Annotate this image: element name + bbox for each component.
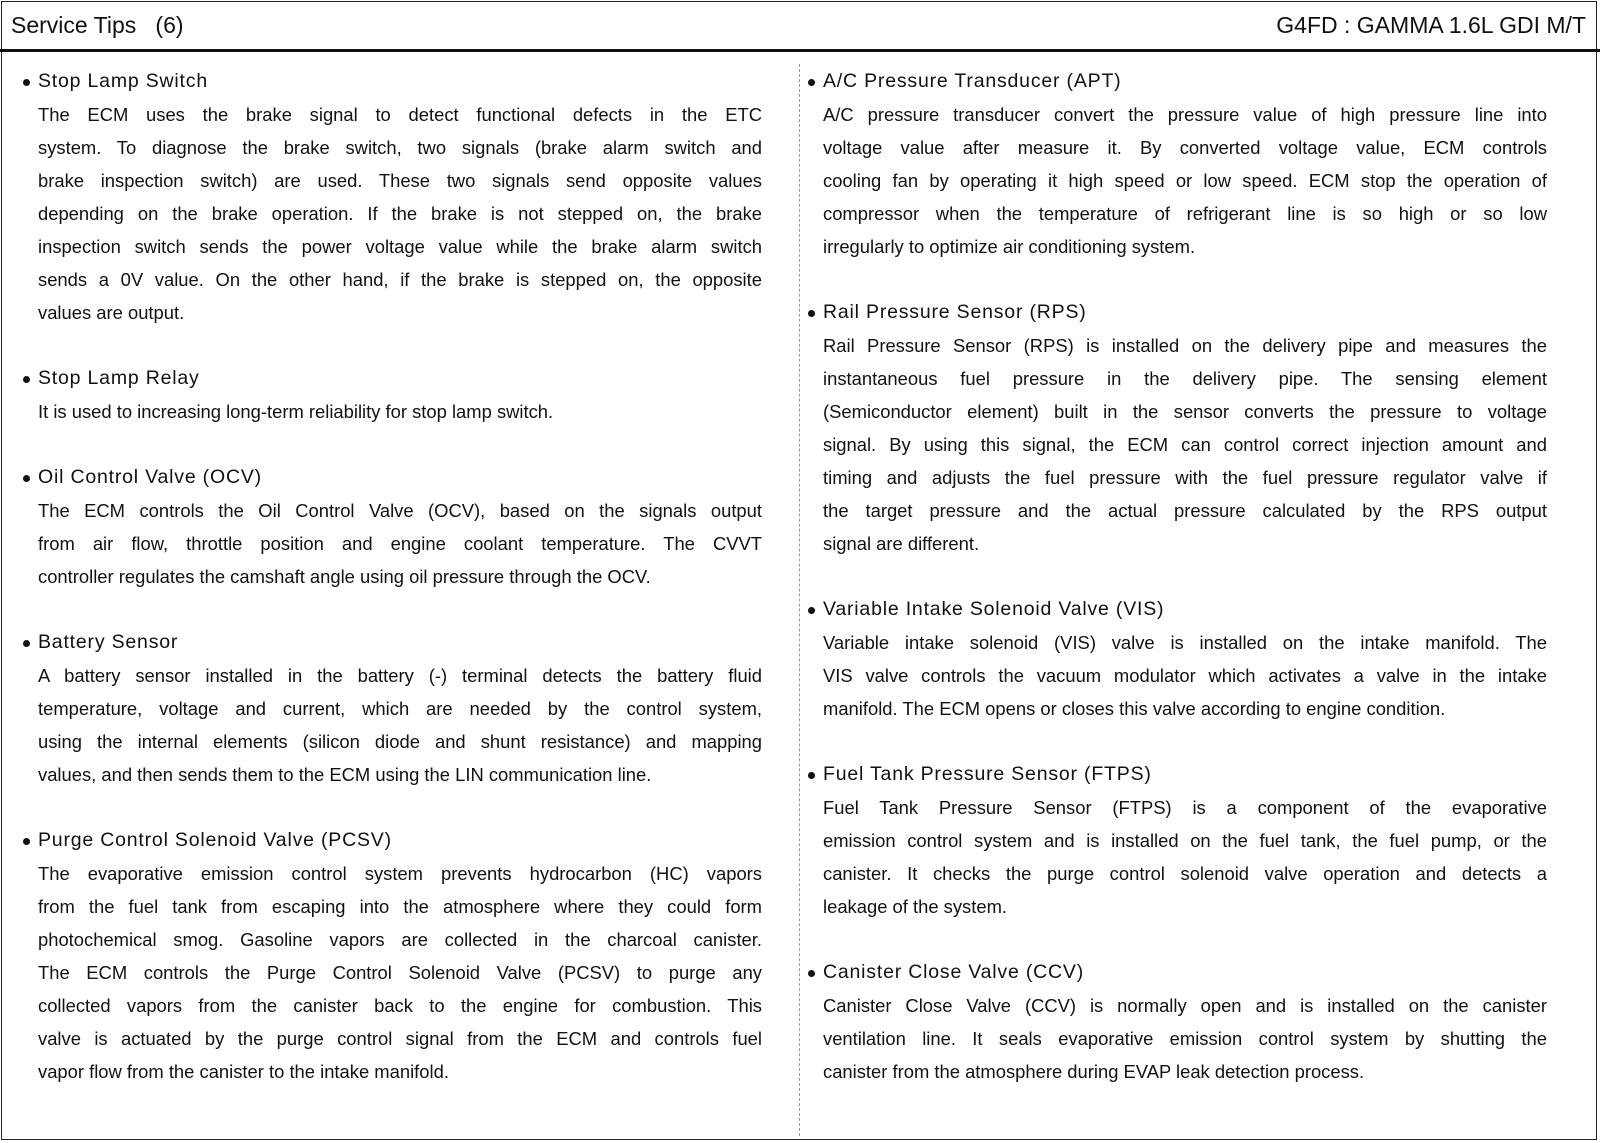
tip-heading bbox=[823, 65, 1547, 98]
tip-body-line: The ECM uses the brake signal to detect functional defects in the ETC bbox=[38, 104, 762, 125]
tip-body-line: the target pressure and the actual pressure calculated by the RPS output bbox=[823, 500, 1547, 521]
left-column bbox=[38, 65, 762, 1121]
tip-body-line: Rail Pressure Sensor (RPS) is installed on the delivery pipe and measures the bbox=[823, 335, 1547, 356]
tip-body-line: from the fuel tank from escaping into the atmosphere where they could form bbox=[38, 896, 762, 917]
column-divider bbox=[799, 64, 800, 1136]
bullet-icon bbox=[808, 310, 815, 317]
tip-body-line: Canister Close Valve (CCV) is normally open and is installed on the canister bbox=[823, 995, 1547, 1016]
tip-body-line: signal are different. bbox=[823, 533, 980, 554]
tip-body-line: Variable intake solenoid (VIS) valve is installed on the intake manifold. The bbox=[823, 632, 1547, 653]
tip-body-line: VIS valve controls the vacuum modulator which activates a valve in the intake bbox=[823, 665, 1547, 686]
tip-heading-text: Purge Control Solenoid Valve (PCSV) bbox=[38, 829, 392, 851]
tip-body-line: values are output. bbox=[38, 302, 185, 323]
tip-heading bbox=[38, 65, 762, 98]
tip-heading bbox=[38, 824, 762, 857]
tip-heading-text: Variable Intake Solenoid Valve (VIS) bbox=[823, 598, 1165, 620]
tip-body-line: valve is actuated by the purge control signal from the ECM and controls fuel bbox=[38, 1028, 762, 1049]
tip-body-line: It is used to increasing long-term reliability for stop lamp switch. bbox=[38, 401, 554, 422]
tip-heading bbox=[823, 296, 1547, 329]
tip-body-line: timing and adjusts the fuel pressure with the fuel pressure regulator valve if bbox=[823, 467, 1547, 488]
tip-body-line: Fuel Tank Pressure Sensor (FTPS) is a component of the evaporative bbox=[823, 797, 1547, 818]
tip-body-line: signal. By using this signal, the ECM can control correct injection amount and bbox=[823, 434, 1547, 455]
tip-heading-text: Rail Pressure Sensor (RPS) bbox=[823, 301, 1087, 323]
tip-body-line: sends a 0V value. On the other hand, if the brake is stepped on, the opposite bbox=[38, 269, 762, 290]
tip-heading bbox=[823, 593, 1547, 626]
tip-body-line: cooling fan by operating it high speed or low speed. ECM stop the operation of bbox=[823, 170, 1547, 191]
tip-body-line: temperature, voltage and current, which are needed by the control system, bbox=[38, 698, 762, 719]
tip-heading-text: Stop Lamp Switch bbox=[38, 70, 208, 92]
tip-body-line: photochemical smog. Gasoline vapors are collected in the charcoal canister. bbox=[38, 929, 762, 950]
tip-heading-text: Oil Control Valve (OCV) bbox=[38, 466, 262, 488]
tip-heading bbox=[38, 362, 762, 395]
tip-section bbox=[38, 65, 762, 329]
tip-body-line: ventilation line. It seals evaporative emission control system by shutting the bbox=[823, 1028, 1547, 1049]
tip-heading-text: Canister Close Valve (CCV) bbox=[823, 961, 1085, 983]
tip-body-line: A/C pressure transducer convert the pressure value of high pressure line into bbox=[823, 104, 1547, 125]
tip-body-line: values, and then sends them to the ECM using the LIN communication line. bbox=[38, 764, 652, 785]
bullet-icon bbox=[808, 79, 815, 86]
tip-body-line: compressor when the temperature of refrigerant line is so high or so low bbox=[823, 203, 1547, 224]
tip-body-line: canister. It checks the purge control solenoid valve operation and detects a bbox=[823, 863, 1547, 884]
bullet-icon bbox=[23, 79, 30, 86]
tip-heading-text: A/C Pressure Transducer (APT) bbox=[823, 70, 1122, 92]
tip-section bbox=[823, 296, 1547, 560]
tip-body-line: system. To diagnose the brake switch, two signals (brake alarm switch and bbox=[38, 137, 762, 158]
tip-body-line: vapor flow from the canister to the intake manifold. bbox=[38, 1061, 449, 1082]
right-column bbox=[823, 65, 1547, 1121]
tip-heading-text: Stop Lamp Relay bbox=[38, 367, 200, 389]
tip-heading-text: Fuel Tank Pressure Sensor (FTPS) bbox=[823, 763, 1152, 785]
tip-section bbox=[38, 362, 762, 428]
tip-body-line: using the internal elements (silicon diode and shunt resistance) and mapping bbox=[38, 731, 762, 752]
tip-section bbox=[38, 824, 762, 1088]
tip-body-line: from air flow, throttle position and engine coolant temperature. The CVVT bbox=[38, 533, 762, 554]
tip-heading bbox=[823, 758, 1547, 791]
tip-body-line: instantaneous fuel pressure in the delivery pipe. The sensing element bbox=[823, 368, 1547, 389]
tip-heading bbox=[38, 626, 762, 659]
tip-body-line: A battery sensor installed in the battery (-) terminal detects the battery fluid bbox=[38, 665, 762, 686]
bullet-icon bbox=[808, 970, 815, 977]
tip-body-line: collected vapors from the canister back to the engine for combustion. This bbox=[38, 995, 762, 1016]
tip-body-line: depending on the brake operation. If the brake is not stepped on, the brake bbox=[38, 203, 762, 224]
tip-body-line: (Semiconductor element) built in the sensor converts the pressure to voltage bbox=[823, 401, 1547, 422]
tip-section bbox=[823, 956, 1547, 1088]
tip-body-line: brake inspection switch) are used. These two signals send opposite values bbox=[38, 170, 762, 191]
engine-label: G4FD : GAMMA 1.6L GDI M/T bbox=[1276, 12, 1586, 38]
tip-body-line: manifold. The ECM opens or closes this valve according to engine condition. bbox=[823, 698, 1446, 719]
tip-section bbox=[823, 65, 1547, 263]
bullet-icon bbox=[23, 376, 30, 383]
tip-heading bbox=[823, 956, 1547, 989]
bullet-icon bbox=[23, 475, 30, 482]
tip-body-line: The ECM controls the Purge Control Solenoid Valve (PCSV) to purge any bbox=[38, 962, 762, 983]
tip-heading bbox=[38, 461, 762, 494]
tip-body-line: emission control system and is installed on the fuel tank, the fuel pump, or the bbox=[823, 830, 1547, 851]
bullet-icon bbox=[808, 772, 815, 779]
tip-section bbox=[823, 758, 1547, 923]
tip-body-line: controller regulates the camshaft angle using oil pressure through the OCV. bbox=[38, 566, 651, 587]
tip-heading-text: Battery Sensor bbox=[38, 631, 179, 653]
tip-body-line: The evaporative emission control system prevents hydrocarbon (HC) vapors bbox=[38, 863, 762, 884]
bullet-icon bbox=[23, 640, 30, 647]
tip-section bbox=[38, 461, 762, 593]
tip-body-line: canister from the atmosphere during EVAP leak detection process. bbox=[823, 1061, 1365, 1082]
bullet-icon bbox=[23, 838, 30, 845]
tip-body-line: leakage of the system. bbox=[823, 896, 1008, 917]
tip-section bbox=[823, 593, 1547, 725]
tip-body-line: inspection switch sends the power voltage value while the brake alarm switch bbox=[38, 236, 762, 257]
tip-body-line: voltage value after measure it. By converted voltage value, ECM controls bbox=[823, 137, 1547, 158]
page-header bbox=[0, 0, 1600, 52]
tip-body-line: The ECM controls the Oil Control Valve (OCV), based on the signals output bbox=[38, 500, 762, 521]
bullet-icon bbox=[808, 607, 815, 614]
page-title: Service Tips (6) bbox=[11, 12, 184, 38]
tip-body-line: irregularly to optimize air conditioning system. bbox=[823, 236, 1196, 257]
tip-section bbox=[38, 626, 762, 791]
